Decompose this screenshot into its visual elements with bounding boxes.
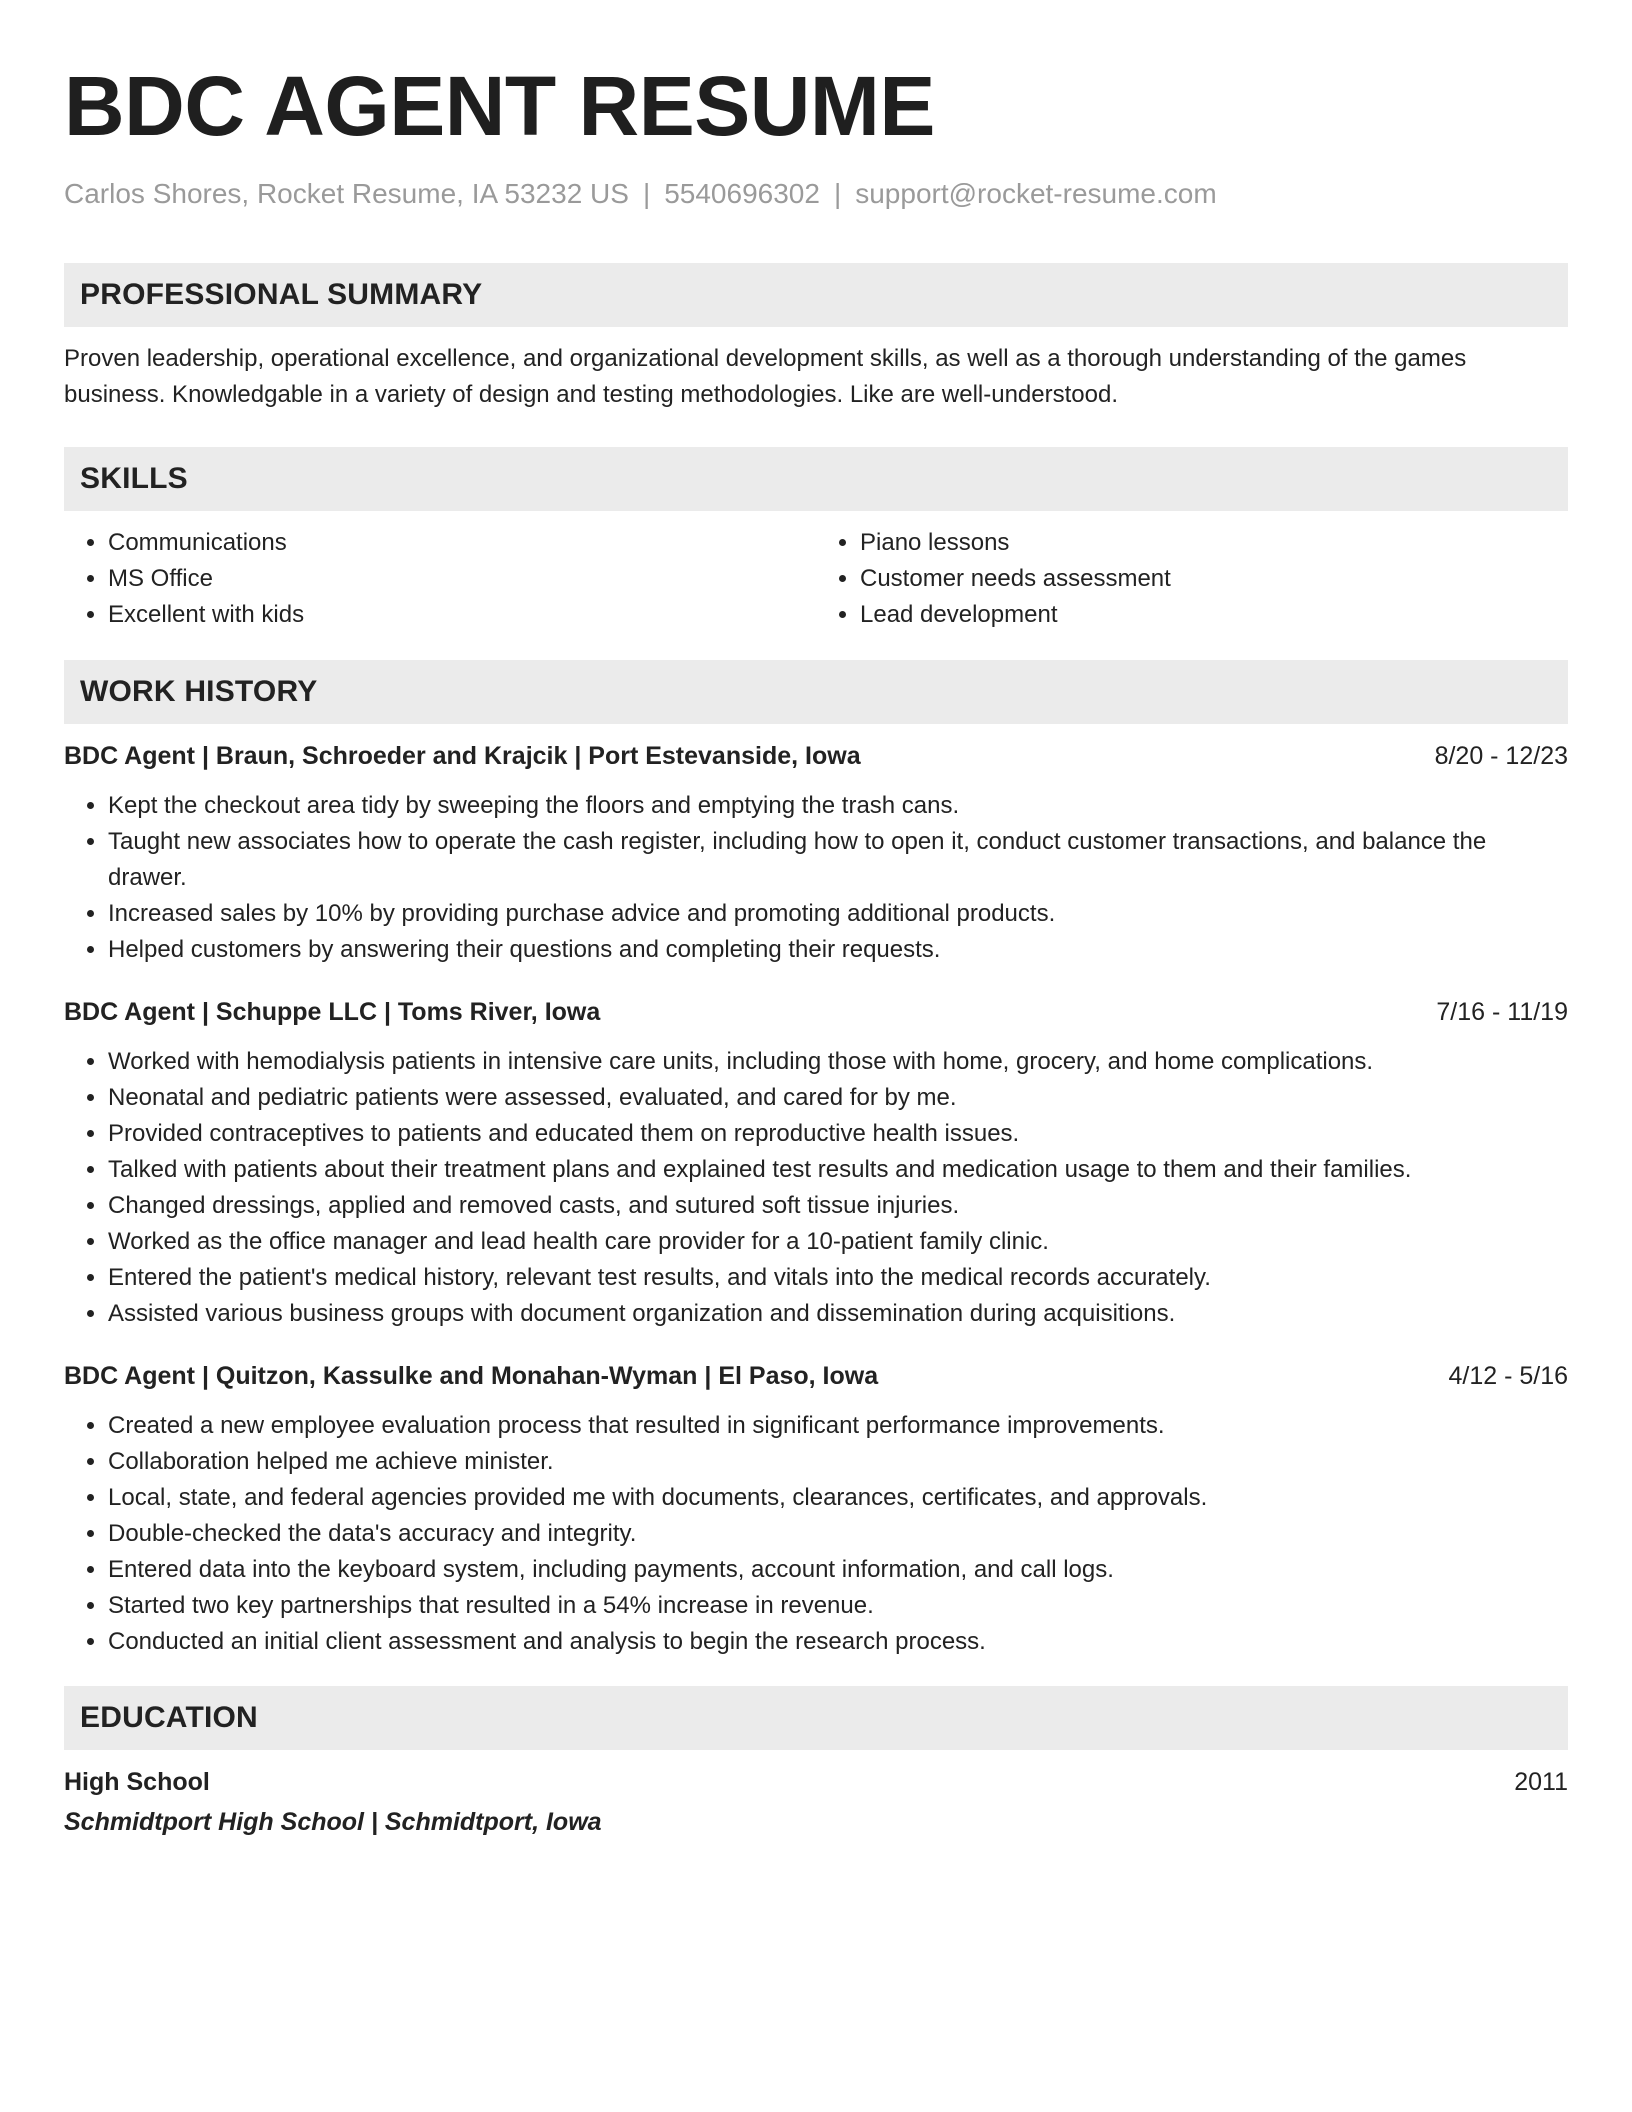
job-header: [64, 994, 1568, 1030]
job-bullet: • Double-checked the data's accuracy and integrity.: [108, 1516, 1568, 1552]
job-title: BDC Agent | Braun, Schroeder and Krajcik | Port Estevanside, Iowa: [64, 742, 861, 770]
job-title: BDC Agent | Quitzon, Kassulke and Monahan-Wyman | El Paso, Iowa: [64, 1362, 879, 1390]
job-dates: 7/16 - 11/19: [1436, 998, 1568, 1026]
job-bullet-list: [64, 788, 1568, 968]
job-header: [64, 738, 1568, 774]
skill-item: • Communications: [108, 525, 816, 561]
job-bullet: • Increased sales by 10% by providing purchase advice and promoting additional products.: [108, 896, 1568, 932]
job-bullet: • Changed dressings, applied and removed casts, and sutured soft tissue injuries.: [108, 1188, 1568, 1224]
education-school: Schmidtport High School | Schmidtport, Iowa: [64, 1808, 602, 1836]
contact-email: support@rocket-resume.com: [855, 178, 1217, 209]
job-bullet: • Created a new employee evaluation process that resulted in significant performance improvements.: [108, 1408, 1568, 1444]
job-bullet: • Talked with patients about their treatment plans and explained test results and medication usage to them and their families.: [108, 1152, 1568, 1188]
job-dates: 4/12 - 5/16: [1448, 1362, 1568, 1390]
job-entry: [64, 994, 1568, 1332]
job-bullet: • Local, state, and federal agencies provided me with documents, clearances, certificates, and approvals.: [108, 1480, 1568, 1516]
section-heading-summary: PROFESSIONAL SUMMARY: [64, 263, 1568, 327]
job-bullet: • Conducted an initial client assessment and analysis to begin the research process.: [108, 1624, 1568, 1660]
job-bullet: • Kept the checkout area tidy by sweeping the floors and emptying the trash cans.: [108, 788, 1568, 824]
education-header: [64, 1764, 1568, 1800]
job-bullet: • Neonatal and pediatric patients were assessed, evaluated, and cared for by me.: [108, 1080, 1568, 1116]
contact-separator: |: [642, 178, 651, 209]
section-heading-work-history: WORK HISTORY: [64, 660, 1568, 724]
contact-separator: |: [833, 178, 842, 209]
education-year: 2011: [1514, 1768, 1568, 1796]
job-bullet: • Helped customers by answering their questions and completing their requests.: [108, 932, 1568, 968]
skill-item: • MS Office: [108, 561, 816, 597]
job-bullet: • Assisted various business groups with document organization and dissemination during acquisitions.: [108, 1296, 1568, 1332]
job-title: BDC Agent | Schuppe LLC | Toms River, Iowa: [64, 998, 601, 1026]
job-bullet-list: [64, 1408, 1568, 1660]
job-bullet: • Entered data into the keyboard system, including payments, account information, and call logs.: [108, 1552, 1568, 1588]
job-bullet: • Entered the patient's medical history, relevant test results, and vitals into the medical records accurately.: [108, 1260, 1568, 1296]
skill-item: • Customer needs assessment: [860, 561, 1568, 597]
job-bullet: • Worked with hemodialysis patients in intensive care units, including those with home, grocery, and home complications.: [108, 1044, 1568, 1080]
contact-line: [64, 176, 1568, 212]
summary-text: Proven leadership, operational excellence, and organizational development skills, as well as a thorough understanding of the games business. Knowledgable in a variety of design and testing methodologies. Like are well-understood.: [64, 345, 1467, 408]
resume-title: BDC AGENT RESUME: [64, 59, 935, 153]
skills-grid: [64, 525, 1568, 633]
job-header: [64, 1358, 1568, 1394]
contact-phone: 5540696302: [664, 178, 820, 209]
section-heading-skills: SKILLS: [64, 447, 1568, 511]
education-degree: High School: [64, 1768, 210, 1796]
job-bullet: • Collaboration helped me achieve minister.: [108, 1444, 1568, 1480]
job-bullet: • Taught new associates how to operate the cash register, including how to open it, conduct customer transactions, and balance the drawer.: [108, 824, 1568, 896]
job-bullet: • Provided contraceptives to patients and educated them on reproductive health issues.: [108, 1116, 1568, 1152]
skill-item: • Lead development: [860, 597, 1568, 633]
job-entry: [64, 1358, 1568, 1660]
skills-list-right: [816, 525, 1568, 633]
contact-address: Carlos Shores, Rocket Resume, IA 53232 US: [64, 178, 629, 209]
skill-item: • Piano lessons: [860, 525, 1568, 561]
job-entry: [64, 738, 1568, 968]
job-bullet-list: [64, 1044, 1568, 1332]
job-dates: 8/20 - 12/23: [1434, 742, 1568, 770]
section-heading-education: EDUCATION: [64, 1686, 1568, 1750]
skill-item: • Excellent with kids: [108, 597, 816, 633]
job-bullet: • Worked as the office manager and lead health care provider for a 10-patient family clinic.: [108, 1224, 1568, 1260]
skills-list-left: [64, 525, 816, 633]
job-bullet: • Started two key partnerships that resulted in a 54% increase in revenue.: [108, 1588, 1568, 1624]
